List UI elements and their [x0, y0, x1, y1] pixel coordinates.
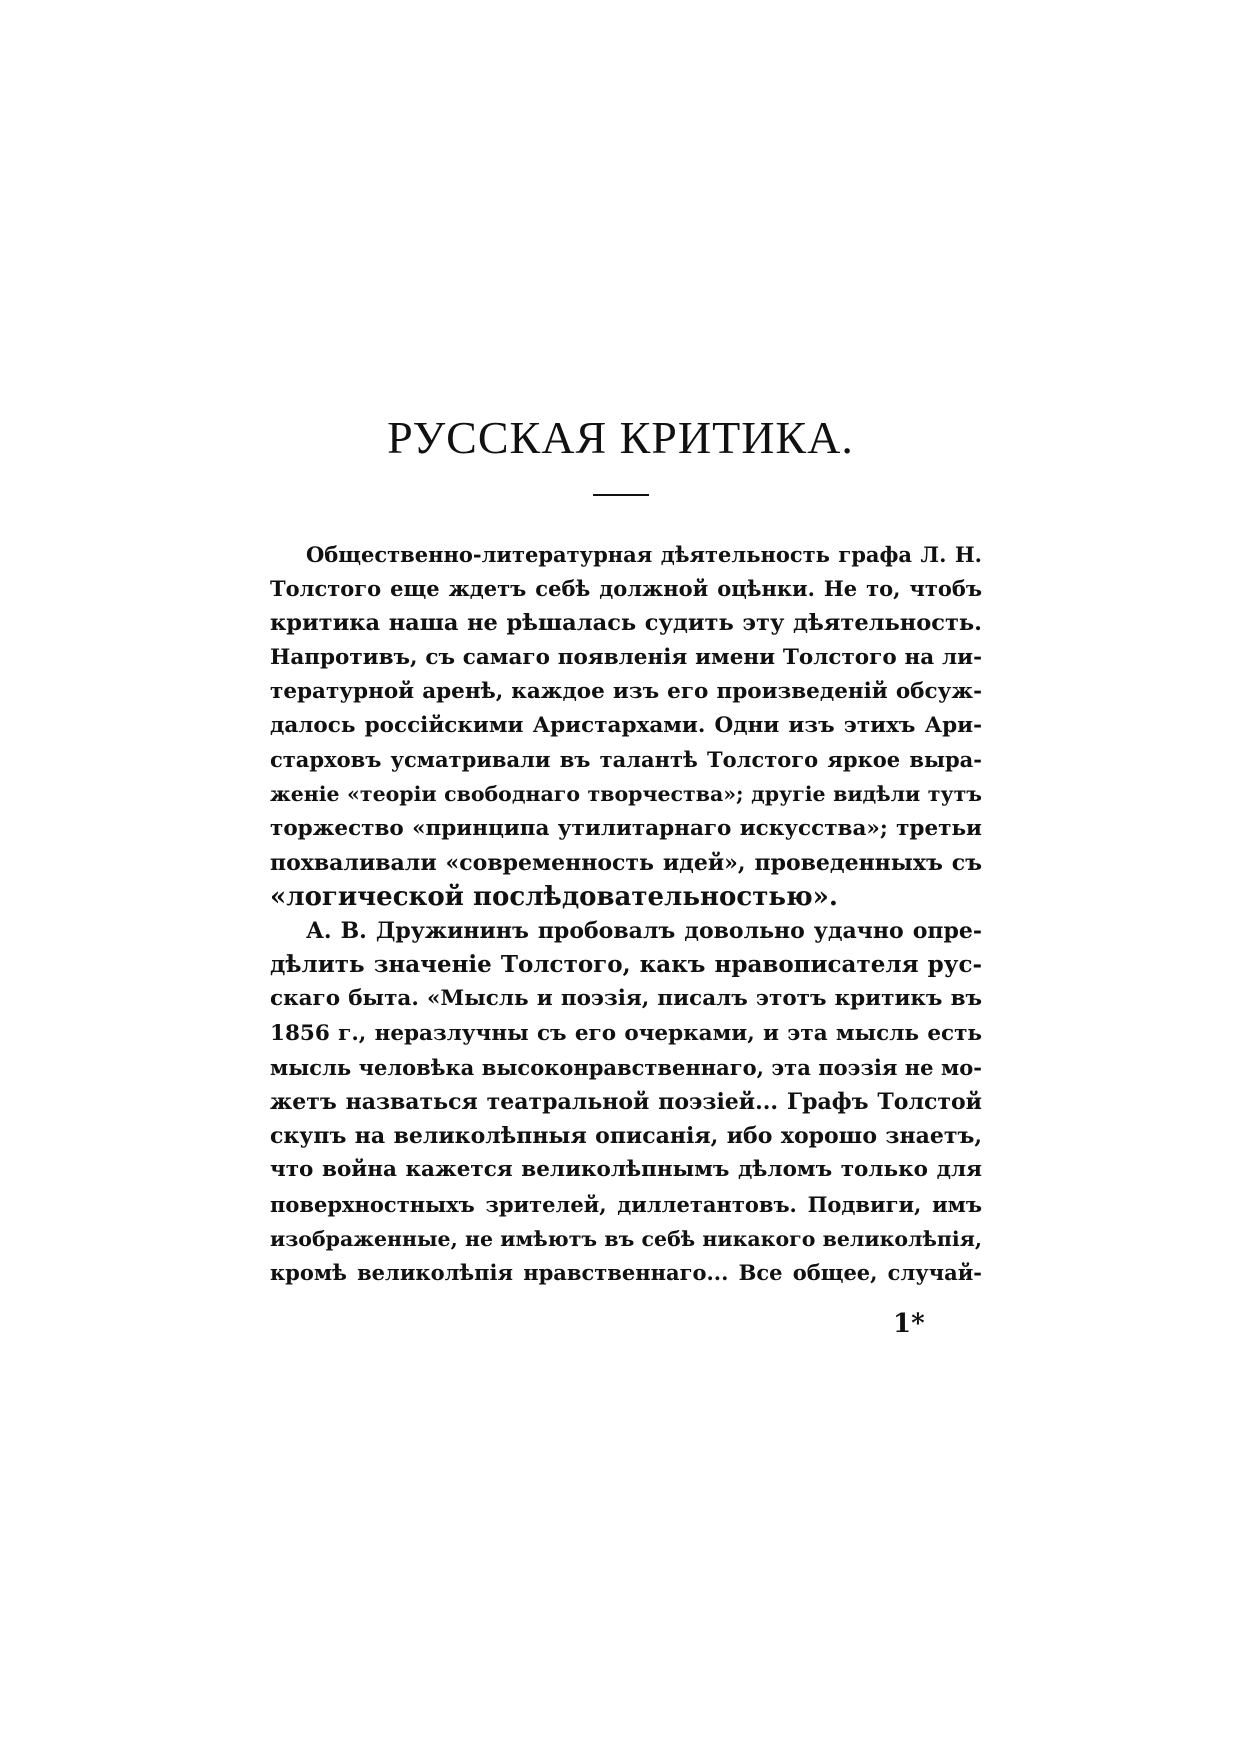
- text-line: 1856 г., неразлучны съ его очерками, и эта мысль есть: [270, 1020, 982, 1046]
- text-line: дѣлить значеніе Толстого, какъ нравописателя рус-: [270, 951, 982, 979]
- text-line: Толстого еще ждетъ себѣ должной оцѣнки. Не то, чтобъ: [270, 576, 982, 602]
- text-line: жетъ назваться театральной поэзіей... Графъ Толстой: [270, 1089, 982, 1115]
- text-line: А. В. Дружининъ пробовалъ довольно удачно опре-: [306, 918, 982, 945]
- text-line: тературной аренѣ, каждое изъ его произведеній обсуж-: [270, 678, 982, 704]
- signature-mark: 1*: [893, 1309, 925, 1339]
- text-line: кромѣ великолѣпія нравственнаго... Все общее, случай-: [270, 1259, 982, 1285]
- text-line: женіе «теоріи свободнаго творчества»; другіе видѣли тутъ: [270, 782, 982, 807]
- page-title: РУССКАЯ КРИТИКА.: [387, 412, 854, 463]
- text-line: Общественно-литературная дѣятельность графа Л. Н.: [306, 542, 982, 567]
- text-line: похваливали «современность идей», проведенныхъ съ: [270, 849, 982, 876]
- text-line: Напротивъ, съ самаго появленія имени Толстого на ли-: [270, 644, 982, 670]
- text-line: далось россійскими Аристархами. Одни изъ этихъ Ари-: [270, 712, 982, 738]
- text-line: скупъ на великолѣпныя описанія, ибо хорошо знаетъ,: [270, 1123, 982, 1150]
- title-divider: [593, 494, 649, 496]
- text-line: торжество «принципа утилитарнаго искусства»; третьи: [270, 815, 982, 841]
- text-line: старховъ усматривали въ талантѣ Толстого яркое выра-: [270, 747, 982, 773]
- text-line: критика наша не рѣшалась судить эту дѣятельность.: [270, 610, 982, 637]
- body-text: [270, 538, 982, 1290]
- text-line: изображенные, не имѣютъ въ себѣ никакого великолѣпія,: [270, 1226, 982, 1251]
- text-line: «логической послѣдовательностью».: [270, 881, 838, 912]
- text-line: мысль человѣка высоконравственнаго, эта поэзія не мо-: [270, 1054, 982, 1080]
- text-line: поверхностныхъ зрителей, диллетантовъ. Подвиги, имъ: [270, 1191, 982, 1217]
- text-line: скаго быта. «Мысль и поэзія, писалъ этотъ критикъ въ: [270, 986, 982, 1012]
- text-line: что война кажется великолѣпнымъ дѣломъ только для: [270, 1157, 982, 1183]
